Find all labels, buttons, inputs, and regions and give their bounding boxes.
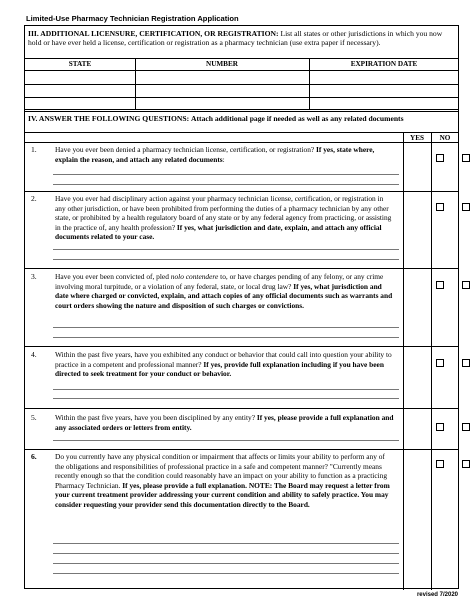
question-5-text: Within the past five years, have you been disciplined by any entity? If yes, please provide a full explanation and any associated orders or letters from entity.: [55, 413, 394, 432]
question-6-answer-line[interactable]: [53, 553, 399, 554]
question-6-text: Do you currently have any physical condition or impairment that affects or limits your ability to perform any of the obligations and responsibilities of professional practice in a safe and competent manner? "Currently means recently enough so that the condition could reasonably have an impact on your ability to function as a practicing Pharmacy Technician. If yes, please provide a full explanation. NOTE: The Board may request a letter from your current treatment provider addressing your current condition and ability to safely practice. You may consider requesting your provider send this documentation directly to the Board.: [55, 452, 390, 509]
section3-header: [28, 29, 455, 47]
question-5-number: 5.: [31, 413, 37, 422]
question-3-answer-line[interactable]: [53, 337, 399, 338]
question-2-answer-line[interactable]: [53, 259, 399, 260]
question-2-number: 2.: [31, 194, 37, 203]
question-5-no-checkbox[interactable]: [462, 423, 470, 431]
section4-header: [28, 114, 455, 123]
column-state: STATE: [68, 60, 92, 68]
question-4-number: 4.: [31, 350, 37, 359]
section4-heading: IV. ANSWER THE FOLLOWING QUESTIONS:: [28, 114, 190, 123]
revision-date: revised 7/2020: [416, 592, 458, 598]
form-frame: [24, 25, 459, 589]
question-6-answer-line[interactable]: [53, 573, 399, 574]
question-4-answer-line[interactable]: [53, 398, 399, 399]
form-title: Limited-Use Pharmacy Technician Registration Application: [26, 14, 239, 23]
question-4-answer-line[interactable]: [53, 389, 399, 390]
column-expiration-date: EXPIRATION DATE: [350, 60, 418, 68]
question-3-no-checkbox[interactable]: [462, 281, 470, 289]
question-1-yes-checkbox[interactable]: [436, 154, 444, 162]
section3-heading: III. ADDITIONAL LICENSURE, CERTIFICATION, OR REGISTRATION:: [28, 29, 279, 38]
question-1-number: 1.: [31, 145, 37, 154]
question-1-no-checkbox[interactable]: [462, 154, 470, 162]
no-column-header: NO: [439, 134, 451, 142]
column-number: NUMBER: [206, 60, 238, 68]
question-6-yes-checkbox[interactable]: [436, 460, 444, 468]
question-5-yes-checkbox[interactable]: [436, 423, 444, 431]
question-4-text: Within the past five years, have you exhibited any conduct or behavior that could call into question your ability to practice in a competent and professional manner? If yes, provide full explanation including if you have been directed to seek treatment for your conduct or behavior.: [55, 350, 392, 379]
yes-column-header: YES: [410, 134, 424, 142]
question-2-answer-line[interactable]: [53, 249, 399, 250]
question-4-no-checkbox[interactable]: [462, 359, 470, 367]
question-1-answer-line[interactable]: [53, 174, 399, 175]
question-3-answer-line[interactable]: [53, 327, 399, 328]
question-3-text: Have you ever been convicted of, pled nolo contendere to, or have charges pending of any felony, or any crime involving moral turpitude, or a violation of any federal, state, or local drug law? If yes, what jurisdiction and date where charged or convicted, explain, and attach copies of any official documents such as warrants and court orders showing the nature and disposition of such charges or convictions.: [55, 272, 393, 310]
question-3-yes-checkbox[interactable]: [436, 281, 444, 289]
question-1-answer-line[interactable]: [53, 184, 399, 185]
question-6-no-checkbox[interactable]: [462, 460, 470, 468]
section4-instructions: Attach additional page if needed as well as any related documents: [191, 114, 404, 123]
section3-instructions: List all states or other jurisdictions in which you now hold or have ever held a license, certification or registration as a pharmacy technician (use extra paper if necessary).: [28, 29, 443, 47]
question-5-answer-line[interactable]: [53, 440, 399, 441]
question-2-no-checkbox[interactable]: [462, 203, 470, 211]
question-1-text: Have you ever been denied a pharmacy technician license, certification, or registration? If yes, state where, explain the reason, and attach any related documents:: [55, 145, 375, 164]
question-2-text: Have you ever had disciplinary action against your pharmacy technician license, certification, or registration in any other jurisdiction, or have been prohibited from performing the duties of a pharmacy technician by any other state, or prohibited by a health regulatory board of any state or by any federal agency from practicing, or assisting in the practice of, any health profession? If yes, what jurisdiction and date, explain, and attach any official documents related to your case.: [55, 194, 392, 242]
question-6-answer-line[interactable]: [53, 563, 399, 564]
question-4-yes-checkbox[interactable]: [436, 359, 444, 367]
question-6-answer-line[interactable]: [53, 543, 399, 544]
question-3-number: 3.: [31, 272, 37, 281]
question-6-number: 6.: [31, 452, 37, 461]
question-2-yes-checkbox[interactable]: [436, 203, 444, 211]
